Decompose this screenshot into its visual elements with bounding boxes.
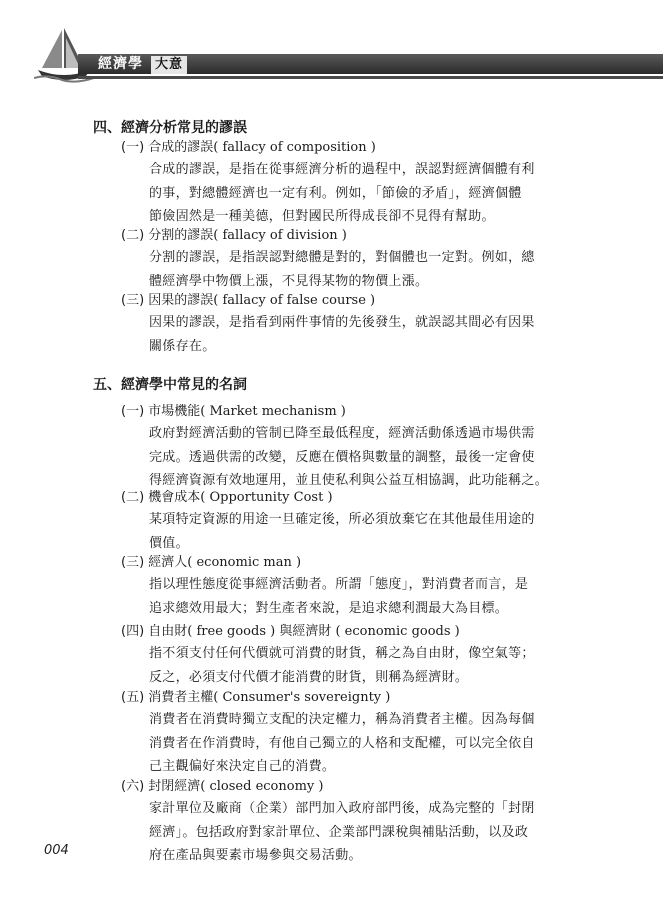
item-term: ( Consumer's sovereignty )	[213, 690, 391, 705]
item-heading	[121, 402, 346, 422]
item-label: (一) 市場機能	[121, 404, 201, 419]
body-text-line: 消費者在消費時獨立支配的決定權力，稱為消費者主權。因為每個	[149, 712, 535, 727]
body-text-line: 體經濟學中物價上漲，不見得某物的物價上漲。	[149, 273, 429, 289]
item-label: (五) 消費者主權	[121, 690, 214, 705]
body-text-line: 指以理性態度從事經濟活動者。所謂「態度」，對消費者而言，是	[149, 577, 529, 592]
body-text-line: 得經濟資源有效地運用，並且使私利與公益互相協調，此功能稱之。	[149, 473, 549, 488]
item-label: (四) 自由財	[121, 624, 188, 639]
section-heading: 四、經濟分析常見的謬誤	[93, 120, 247, 136]
body-text-line: 某項特定資源的用途一旦確定後，所必須放棄它在其他最佳用途的	[149, 512, 535, 527]
item-heading	[121, 688, 390, 708]
book-title-main: 經濟學	[98, 56, 143, 72]
item-label: (二) 分割的謬誤	[121, 228, 214, 243]
item-label: (三) 經濟人	[121, 555, 188, 570]
item-label: (六) 封閉經濟	[121, 779, 201, 794]
body-text-line: 經濟」。包括政府對家計單位、企業部門課稅與補貼活動，以及政	[149, 824, 529, 840]
item-heading	[121, 553, 301, 573]
item-term: ( fallacy of composition )	[213, 140, 376, 155]
body-text-line: 完成。透過供需的改變，反應在價格與數量的調整，最後一定會使	[149, 449, 535, 465]
body-text-line: 己主觀偏好來決定自己的消費。	[149, 759, 336, 774]
body-text-line: 消費者在作消費時，有他自己獨立的人格和支配權，可以完全依自	[149, 735, 535, 751]
item-term: ( Opportunity Cost )	[200, 490, 333, 505]
section-heading: 五、經濟學中常見的名詞	[93, 377, 247, 393]
page-number: 004	[44, 843, 69, 858]
body-text-line: 關係存在。	[149, 338, 216, 354]
body-text-line: 分割的謬誤，是指誤認對總體是對的，對個體也一定對。例如，總	[149, 250, 535, 265]
item-term: ( Market mechanism )	[200, 404, 346, 419]
item-heading	[121, 777, 323, 797]
item-term: ( fallacy of false course )	[213, 293, 376, 308]
body-text-line: 指不須支付任何代價就可消費的財貨，稱之為自由財，像空氣等；	[149, 646, 535, 661]
item-term: ( fallacy of division )	[213, 228, 347, 243]
body-text-line: 的事，對總體經濟也一定有利。例如，「節儉的矛盾」，經濟個體	[149, 185, 522, 201]
item-heading	[121, 622, 460, 642]
body-text-line: 價值。	[149, 535, 189, 551]
item-heading	[121, 488, 333, 508]
book-title-sub: 大意	[151, 56, 187, 74]
body-text-line: 節儉固然是一種美德，但對國民所得成長卻不見得有幫助。	[149, 209, 495, 224]
item-heading	[121, 138, 376, 158]
item-label: (一) 合成的謬誤	[121, 140, 214, 155]
item-term: ( closed economy )	[200, 779, 324, 794]
item-term: ( free goods ) 與經濟財 ( economic goods )	[187, 624, 460, 639]
item-label: (三) 因果的謬誤	[121, 293, 214, 308]
item-label: (二) 機會成本	[121, 490, 201, 505]
body-text-line: 合成的謬誤，是指在從事經濟分析的過程中，誤認對經濟個體有利	[149, 162, 535, 177]
body-text-line: 反之，必須支付代價才能消費的財貨，則稱為經濟財。	[149, 669, 469, 685]
body-text-line: 追求總效用最大；對生產者來說，是追求總利潤最大為目標。	[149, 600, 509, 616]
item-heading	[121, 291, 375, 311]
body-text-line: 府在產品與要素市場參與交易活動。	[149, 848, 362, 863]
item-heading	[121, 226, 347, 246]
body-text-line: 家計單位及廠商（企業）部門加入政府部門後，成為完整的「封閉	[149, 801, 535, 816]
body-text-line: 政府對經濟活動的管制已降至最低程度，經濟活動係透過市場供需	[149, 426, 535, 441]
body-text-line: 因果的謬誤，是指看到兩件事情的先後發生，就誤認其間必有因果	[149, 315, 535, 330]
item-term: ( economic man )	[187, 555, 302, 570]
